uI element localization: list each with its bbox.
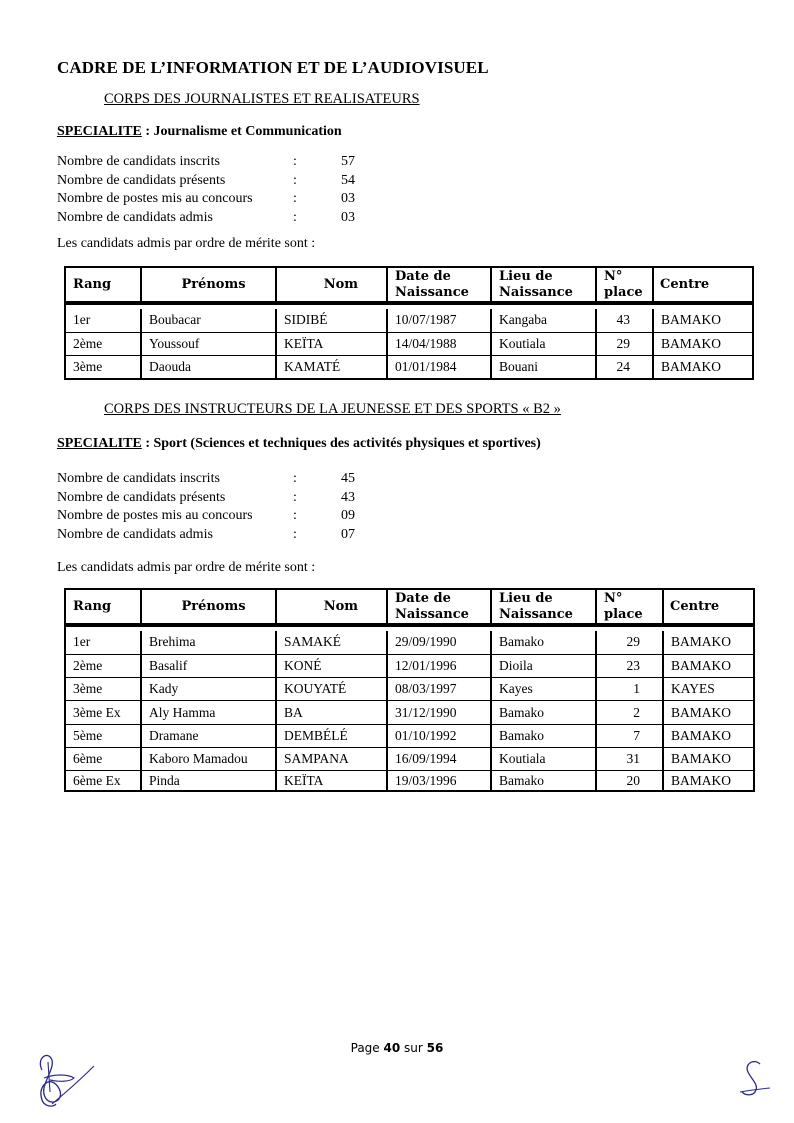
page-footer [0, 1041, 794, 1055]
stat-value: 43 [341, 489, 355, 505]
cell-prenoms: Basalif [141, 654, 276, 677]
cell-date: 12/01/1996 [387, 654, 491, 677]
cell-rang: 2ème [65, 654, 141, 677]
cell-lieu: Koutiala [491, 332, 596, 355]
cell-prenoms: Pinda [141, 771, 276, 791]
header-rang: Rang [65, 267, 141, 303]
cell-nom: KEÏTA [276, 771, 387, 791]
cell-place: 1 [596, 678, 663, 701]
cell-nom: DEMBÉLÉ [276, 724, 387, 747]
header-prenoms: Prénoms [141, 589, 276, 625]
stat-label: Nombre de postes mis au concours [57, 508, 253, 523]
stat-value: 09 [341, 508, 355, 523]
cell-lieu: Kayes [491, 678, 596, 701]
section-1-intro: Les candidats admis par ordre de mérite sont : [57, 236, 316, 251]
specialite-value: : Journalisme et Communication [141, 124, 342, 139]
table-row [65, 631, 754, 654]
cell-rang: 6ème Ex [65, 771, 141, 791]
header-place-l2: place [604, 284, 643, 300]
cell-rang: 1er [73, 634, 91, 650]
table-row [65, 309, 753, 332]
header-date-l2: Naissance [395, 284, 469, 300]
stat-separator: : [293, 209, 297, 225]
cell-place: 2 [596, 701, 663, 724]
cell-centre: BAMAKO [663, 631, 754, 654]
cell-date: 19/03/1996 [387, 771, 491, 791]
header-lieu-l2: Naissance [499, 284, 573, 300]
cell-lieu: Bamako [491, 701, 596, 724]
stat-row [57, 209, 377, 228]
cell-prenoms: Kady [141, 678, 276, 701]
header-prenoms: Prénoms [141, 267, 276, 303]
cell-place: 24 [596, 356, 653, 379]
cell-place: 43 [596, 309, 653, 332]
header-lieu-l1: Lieu de [499, 268, 553, 284]
stat-value: 03 [341, 209, 355, 225]
cell-nom: KONÉ [276, 654, 387, 677]
stat-separator: : [293, 526, 297, 542]
section-2-specialite [57, 436, 541, 452]
stat-row [57, 507, 377, 526]
stat-label: Nombre de candidats présents [57, 489, 226, 505]
cell-centre: BAMAKO [663, 724, 754, 747]
stat-row [57, 172, 377, 191]
stat-separator: : [293, 489, 297, 505]
cell-date: 14/04/1988 [387, 332, 491, 355]
cell-place: 20 [596, 771, 663, 791]
table-header-row [65, 267, 753, 303]
table-row [65, 747, 754, 770]
cell-nom: SIDIBÉ [276, 309, 387, 332]
cell-date: 01/01/1984 [387, 356, 491, 379]
section-1-stats [57, 153, 377, 227]
table-row [65, 356, 753, 379]
cell-nom: SAMAKÉ [276, 631, 387, 654]
header-place-l1: N° [604, 590, 623, 606]
header-rang: Rang [65, 589, 141, 625]
stat-label: Nombre de candidats admis [57, 209, 213, 225]
cell-rang: 3ème Ex [65, 701, 141, 724]
header-nom: Nom [276, 589, 387, 625]
stat-row [57, 526, 377, 545]
cell-date: 01/10/1992 [387, 724, 491, 747]
header-nom: Nom [276, 267, 387, 303]
stat-label: Nombre de candidats présents [57, 172, 226, 188]
section-1-specialite [57, 124, 342, 140]
footer-page-total: 56 [426, 1041, 444, 1055]
stat-separator: : [293, 172, 297, 188]
header-place [596, 589, 663, 625]
footer-page-number: 40 [383, 1041, 401, 1055]
cell-place: 7 [596, 724, 663, 747]
cell-rang: 1er [73, 312, 91, 328]
signature-left-icon [28, 1048, 100, 1112]
stat-value: 07 [341, 526, 355, 542]
table-row [65, 771, 754, 791]
header-centre: Centre [663, 589, 754, 625]
header-date-l2: Naissance [395, 606, 469, 622]
header-date-naissance [387, 267, 491, 303]
stat-label: Nombre de postes mis au concours [57, 191, 253, 206]
stat-value: 54 [341, 172, 355, 188]
cell-place: 23 [596, 654, 663, 677]
stat-value: 03 [341, 191, 355, 206]
cell-place: 31 [596, 747, 663, 770]
specialite-value: : Sport (Sciences et techniques des activités physiques et sportives) [141, 436, 541, 451]
cell-centre: BAMAKO [653, 332, 753, 355]
footer-sur-word: sur [404, 1041, 423, 1055]
header-lieu-naissance [491, 267, 596, 303]
cell-lieu: Bouani [491, 356, 596, 379]
stat-separator: : [293, 508, 297, 523]
stat-row [57, 470, 377, 489]
header-place-l1: N° [604, 268, 623, 284]
cell-lieu: Dioila [491, 654, 596, 677]
stat-separator: : [293, 471, 297, 486]
cell-rang: 3ème [65, 356, 141, 379]
cell-lieu: Bamako [491, 631, 596, 654]
stat-row [57, 190, 377, 209]
cell-nom: BA [276, 701, 387, 724]
stat-separator: : [293, 191, 297, 206]
cell-rang: 3ème [65, 678, 141, 701]
cell-nom: KOUYATÉ [276, 678, 387, 701]
stat-row [57, 489, 377, 508]
cell-centre: BAMAKO [653, 309, 753, 332]
cell-place: 29 [596, 631, 663, 654]
section-1-corps-heading: CORPS DES JOURNALISTES ET REALISATEURS [104, 91, 420, 107]
cell-centre: BAMAKO [663, 654, 754, 677]
header-date-l1: Date de [395, 590, 451, 606]
cell-rang: 5ème [65, 724, 141, 747]
header-lieu-naissance [491, 589, 596, 625]
cell-lieu: Bamako [491, 771, 596, 791]
section-2-results-table [64, 588, 755, 792]
section-1-results-table [64, 266, 754, 380]
cell-centre: KAYES [663, 678, 754, 701]
cell-nom: KAMATÉ [276, 356, 387, 379]
header-place [596, 267, 653, 303]
cell-place: 29 [596, 332, 653, 355]
cell-rang: 6ème [65, 747, 141, 770]
cell-lieu: Bamako [491, 724, 596, 747]
table-row [65, 678, 754, 701]
cell-lieu: Koutiala [491, 747, 596, 770]
cell-rang: 2ème [65, 332, 141, 355]
cell-prenoms: Daouda [141, 356, 276, 379]
cell-prenoms: Youssouf [141, 332, 276, 355]
stat-row [57, 153, 377, 172]
stat-label: Nombre de candidats inscrits [57, 154, 220, 169]
cell-prenoms: Aly Hamma [141, 701, 276, 724]
cell-prenoms: Boubacar [141, 309, 276, 332]
stat-label: Nombre de candidats inscrits [57, 471, 220, 486]
signature-right-icon [738, 1058, 772, 1100]
header-lieu-l1: Lieu de [499, 590, 553, 606]
cell-date: 16/09/1994 [387, 747, 491, 770]
table-header-row [65, 589, 754, 625]
stat-value: 45 [341, 471, 355, 486]
table-row [65, 701, 754, 724]
cell-date: 31/12/1990 [387, 701, 491, 724]
cell-date: 08/03/1997 [387, 678, 491, 701]
cell-prenoms: Brehima [141, 631, 276, 654]
footer-page-word: Page [350, 1041, 380, 1055]
header-place-l2: place [604, 606, 643, 622]
header-centre: Centre [653, 267, 753, 303]
stat-label: Nombre de candidats admis [57, 526, 213, 542]
cell-date: 29/09/1990 [387, 631, 491, 654]
cell-nom: SAMPANA [276, 747, 387, 770]
cell-date: 10/07/1987 [387, 309, 491, 332]
section-2-stats [57, 470, 377, 544]
table-row [65, 654, 754, 677]
cell-prenoms: Kaboro Mamadou [141, 747, 276, 770]
header-date-naissance [387, 589, 491, 625]
header-date-l1: Date de [395, 268, 451, 284]
cell-prenoms: Dramane [141, 724, 276, 747]
section-2-intro: Les candidats admis par ordre de mérite sont : [57, 560, 316, 575]
page-title: CADRE DE L’INFORMATION ET DE L’AUDIOVISUEL [57, 58, 489, 77]
specialite-label: SPECIALITE [57, 124, 142, 139]
cell-centre: BAMAKO [663, 771, 754, 791]
cell-centre: BAMAKO [653, 356, 753, 379]
table-row [65, 332, 753, 355]
cell-centre: BAMAKO [663, 701, 754, 724]
stat-separator: : [293, 154, 297, 169]
cell-lieu: Kangaba [491, 309, 596, 332]
cell-centre: BAMAKO [663, 747, 754, 770]
table-row [65, 724, 754, 747]
section-2-corps-heading: CORPS DES INSTRUCTEURS DE LA JEUNESSE ET DES SPORTS « B2 » [104, 401, 561, 417]
stat-value: 57 [341, 154, 355, 169]
header-lieu-l2: Naissance [499, 606, 573, 622]
cell-nom: KEÏTA [276, 332, 387, 355]
specialite-label: SPECIALITE [57, 436, 142, 451]
